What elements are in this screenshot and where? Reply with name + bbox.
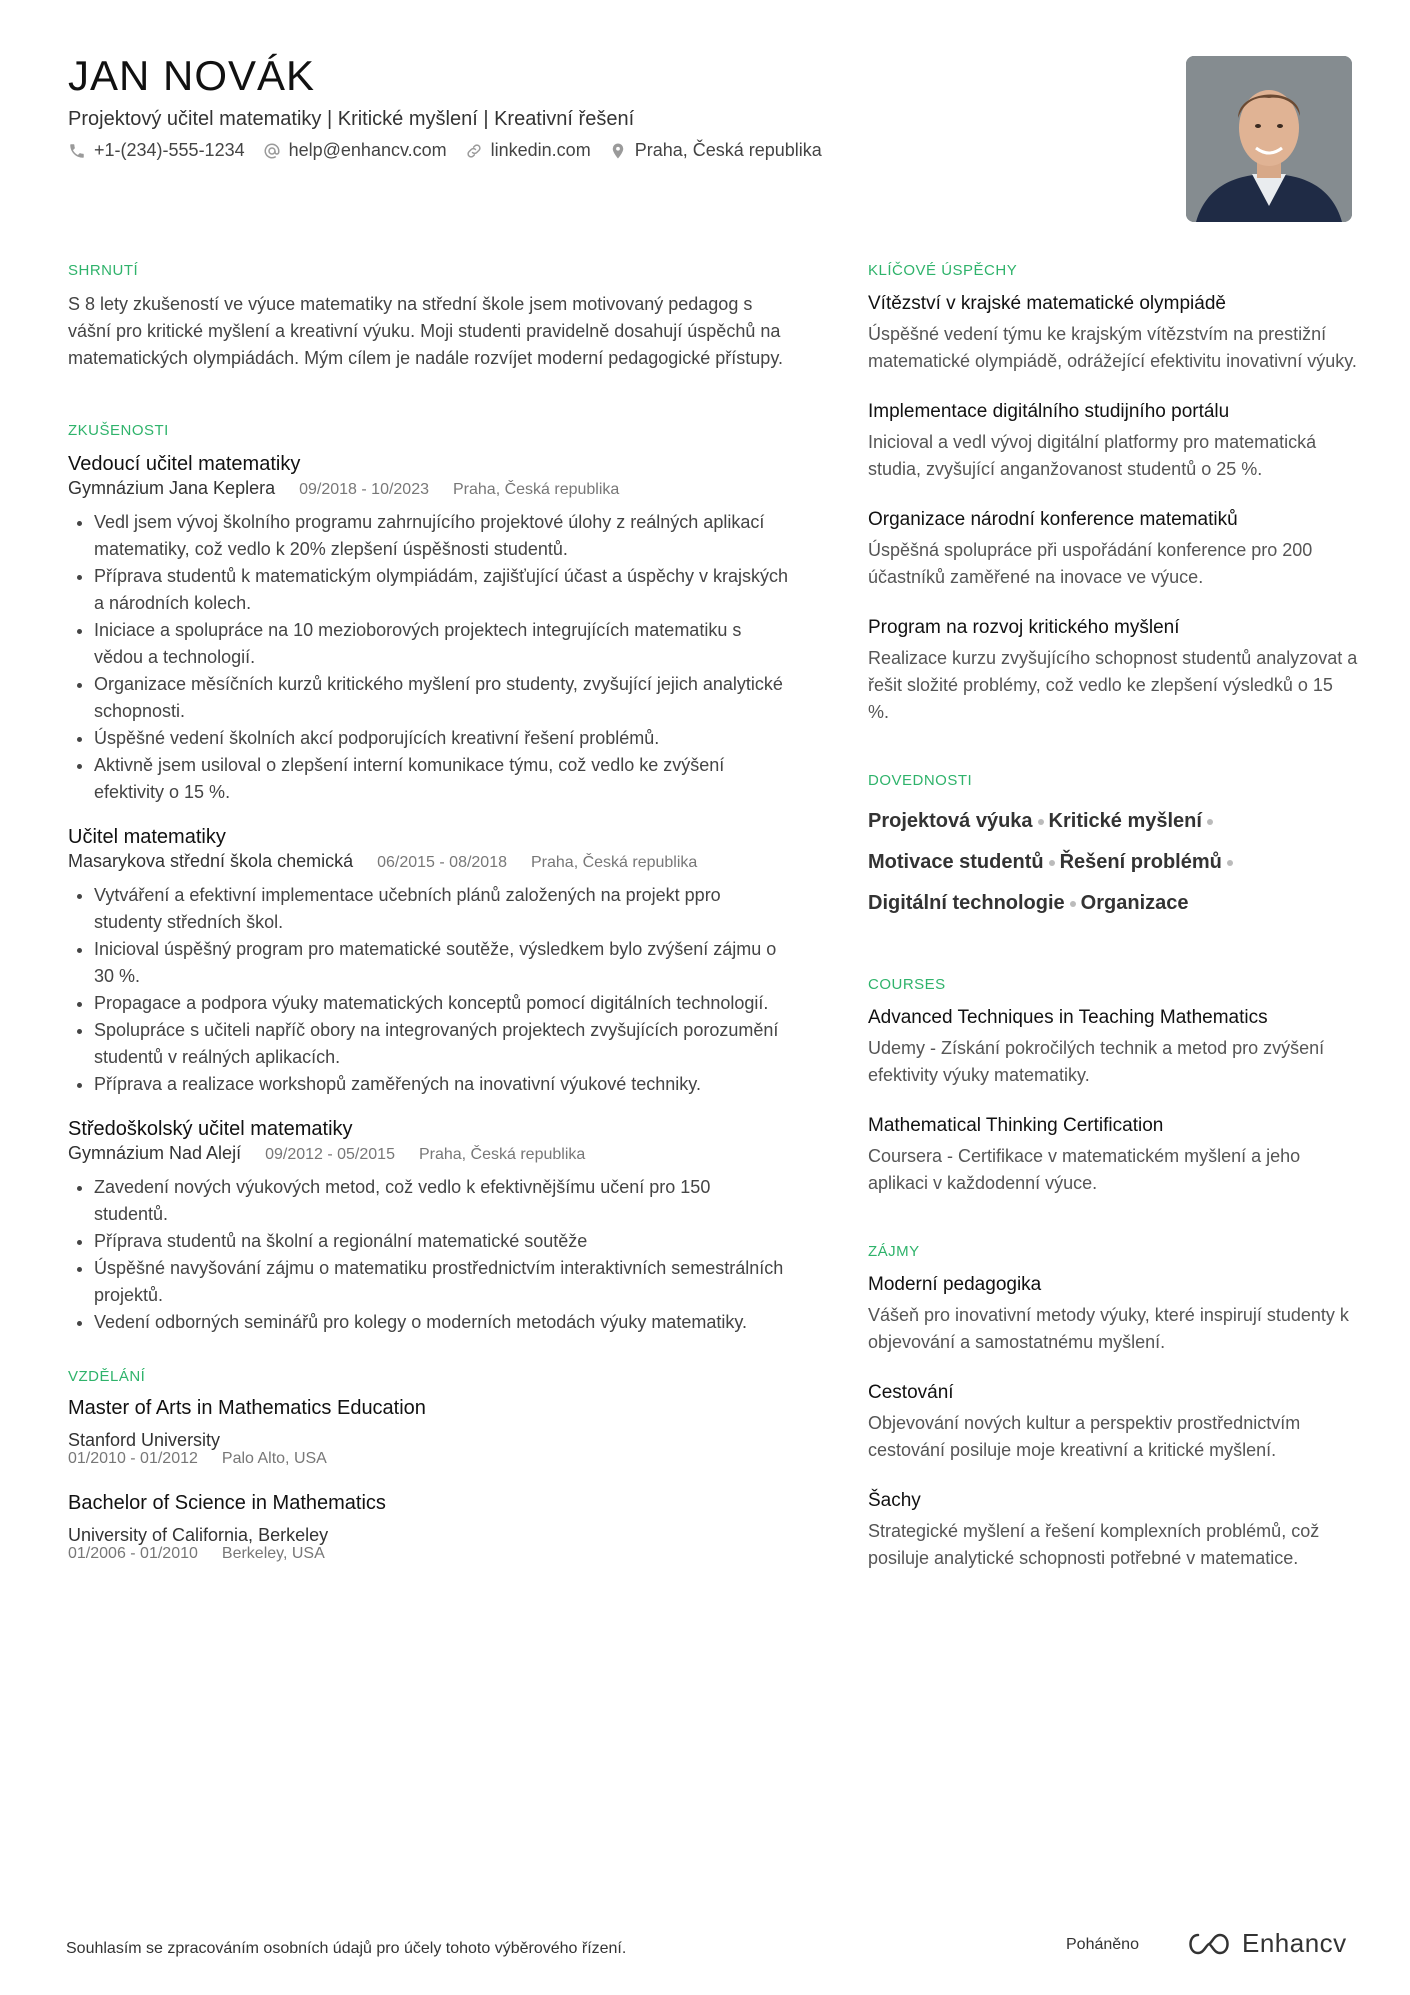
education-degree: Master of Arts in Mathematics Education (68, 1397, 426, 1419)
skills-row (868, 883, 1358, 924)
job-entry (68, 451, 788, 806)
job-company: Masarykova střední škola chemická (68, 851, 354, 871)
skill-tag: Kritické myšlení (1048, 810, 1202, 832)
dot-separator (1207, 819, 1213, 825)
skills-row (868, 801, 1358, 842)
achievement-title: Vítězství v krajské matematické olympiádě (868, 293, 1226, 314)
bullet-item: • Příprava studentů k matematickým olympiádám, zajišťující účast a úspěchy v krajských a národních kolech. (94, 563, 788, 617)
interest-title: Šachy (868, 1490, 921, 1511)
bullet-item: • Zavedení nových výukových metod, což vedlo k efektivnějšímu učení pro 150 studentů. (94, 1174, 788, 1228)
achievement (868, 399, 1358, 483)
contact-phone[interactable] (68, 140, 245, 161)
contact-linkedin[interactable] (465, 140, 591, 161)
dot-separator (1227, 860, 1233, 866)
enhancv-brand[interactable] (1186, 1928, 1347, 1959)
job-company: Gymnázium Jana Keplera (68, 478, 276, 498)
location-text: Praha, Česká republika (634, 140, 822, 160)
education-entry (68, 1492, 788, 1563)
interest-title: Moderní pedagogika (868, 1274, 1042, 1295)
achievement-title: Program na rozvoj kritického myšlení (868, 617, 1180, 638)
linkedin-text: linkedin.com (490, 140, 591, 160)
achievement-description: Úspěšné vedení týmu ke krajským vítězstvím na prestižní matematické olympiádě, odrážející efektivitu inovativní výuky. (868, 324, 1357, 371)
skill-tag: Řešení problémů (1059, 851, 1222, 873)
education-location: Palo Alto, USA (221, 1450, 327, 1467)
bullet-item: • Propagace a podpora výuky matematických konceptů pomocí digitálních technologií. (94, 990, 788, 1017)
job-dates: 09/2018 - 10/2023 (299, 481, 429, 498)
course (868, 1005, 1358, 1089)
bullet-item: • Úspěšné vedení školních akcí podporujících kreativní řešení problémů. (94, 725, 788, 752)
consent-text: Souhlasím se zpracováním osobních údajů pro účely tohoto výběrového řízení. (66, 1940, 627, 1957)
achievement (868, 291, 1358, 375)
portrait-image (1186, 56, 1352, 222)
achievements-heading: KLÍČOVÉ ÚSPĚCHY (868, 262, 1018, 279)
at-icon (263, 142, 281, 160)
job-dates: 06/2015 - 08/2018 (377, 854, 507, 871)
candidate-tagline: Projektový učitel matematiky | Kritické myšlení | Kreativní řešení (68, 108, 635, 130)
link-icon (465, 142, 483, 160)
course-title: Advanced Techniques in Teaching Mathematics (868, 1007, 1268, 1028)
achievement (868, 615, 1358, 726)
skills-heading: DOVEDNOSTI (868, 772, 973, 789)
education-location: Berkeley, USA (221, 1545, 325, 1562)
job-meta (68, 851, 788, 872)
achievement-title: Implementace digitálního studijního portálu (868, 401, 1230, 422)
achievement-description: Úspěšná spolupráce při uspořádání konference pro 200 účastníků zaměřené na inovace ve výuce. (868, 540, 1313, 587)
education-list (68, 1397, 788, 1563)
summary-text: S 8 lety zkušeností ve výuce matematiky na střední škole jsem motivovaný pedagog s vášní pro kritické myšlení a kreativní výuku. Moji studenti pravidelně dosahují úspěchů na matematických olympiádách. Mým cílem je nadále rozvíjet moderní pedagogické přístupy. (68, 294, 783, 368)
achievements-list (868, 291, 1358, 726)
interests-heading: ZÁJMY (868, 1243, 920, 1260)
job-title: Vedoucí učitel matematiky (68, 453, 301, 475)
skills-list (868, 801, 1358, 924)
achievement-title: Organizace národní konference matematiků (868, 509, 1238, 530)
job-meta (68, 1143, 788, 1164)
job-dates: 09/2012 - 05/2015 (265, 1146, 395, 1163)
skills-row (868, 842, 1358, 883)
interest-title: Cestování (868, 1382, 954, 1403)
education-school: University of California, Berkeley (68, 1525, 329, 1545)
job-bullets (68, 882, 788, 1098)
job-title: Učitel matematiky (68, 826, 226, 848)
summary-heading: SHRNUTÍ (68, 262, 139, 279)
interest-description: Objevování nových kultur a perspektiv prostřednictvím cestování posiluje moje kreativní a kritické myšlení. (868, 1413, 1301, 1460)
job-entry (68, 1116, 788, 1336)
bullet-item: • Vedl jsem vývoj školního programu zahrnujícího projektové úlohy z reálných aplikací matematiky, což vedlo k 20% zlepšení úspěšnosti studentů. (94, 509, 788, 563)
skill-tag: Motivace studentů (868, 851, 1044, 873)
experience-list (68, 451, 788, 1336)
dot-separator (1049, 860, 1055, 866)
left-column (68, 262, 788, 1587)
course-title: Mathematical Thinking Certification (868, 1115, 1164, 1136)
interest (868, 1380, 1358, 1464)
courses-list (868, 1005, 1358, 1197)
dot-separator (1070, 901, 1076, 907)
profile-photo (1186, 56, 1352, 222)
job-location: Praha, Česká republika (418, 1146, 586, 1163)
phone-text: +1-(234)-555-1234 (94, 140, 245, 160)
contact-location (609, 140, 822, 161)
job-title: Středoškolský učitel matematiky (68, 1118, 353, 1140)
contact-email[interactable] (263, 140, 447, 161)
bullet-item: • Iniciace a spolupráce na 10 mezioborových projektech integrujících matematiku s vědou a technologií. (94, 617, 788, 671)
education-dates: 01/2006 - 01/2010 (68, 1545, 198, 1562)
phone-icon (68, 142, 86, 160)
education-heading: VZDĚLÁNÍ (68, 1368, 146, 1385)
job-location: Praha, Česká republika (531, 854, 698, 871)
brand-name: Enhancv (1242, 1928, 1347, 1958)
education-meta (68, 1450, 788, 1468)
interest (868, 1488, 1358, 1572)
experience-heading: ZKUŠENOSTI (68, 422, 169, 439)
job-meta (68, 478, 788, 499)
education-dates: 01/2010 - 01/2012 (68, 1450, 198, 1467)
achievement-description: Inicioval a vedl vývoj digitální platformy pro matematická studia, zvyšující anganžovanost studentů o 25 %. (868, 432, 1317, 479)
email-text: help@enhancv.com (288, 140, 447, 160)
interests-list (868, 1272, 1358, 1572)
education-school: Stanford University (68, 1430, 221, 1450)
candidate-name: JAN NOVÁK (68, 52, 316, 99)
bullet-item: • Spolupráce s učiteli napříč obory na integrovaných projektech zvyšujících porozumění studentů v reálných aplikacích. (94, 1017, 788, 1071)
bullet-item: • Aktivně jsem usiloval o zlepšení interní komunikace týmu, což vedlo ke zvýšení efektivity o 15 %. (94, 752, 788, 806)
right-column (868, 262, 1358, 1596)
bullet-item: • Příprava studentů na školní a regionální matematické soutěže (94, 1228, 788, 1255)
interest-description: Strategické myšlení a řešení komplexních problémů, což posiluje analytické schopnosti potřebné v matematice. (868, 1521, 1320, 1568)
job-location: Praha, Česká republika (453, 481, 620, 498)
course-description: Coursera - Certifikace v matematickém myšlení a jeho aplikaci v každodenní výuce. (868, 1146, 1301, 1193)
enhancv-logo-icon (1186, 1931, 1232, 1957)
education-entry (68, 1397, 788, 1468)
dot-separator (1038, 819, 1044, 825)
education-meta (68, 1545, 788, 1563)
interest-description: Vášeň pro inovativní metody výuky, které inspirují studenty k objevování a samostatnému myšlení. (868, 1305, 1349, 1352)
job-bullets (68, 1174, 788, 1336)
bullet-item: • Příprava a realizace workshopů zaměřených na inovativní výukové techniky. (94, 1071, 788, 1098)
skill-tag: Digitální technologie (868, 892, 1065, 914)
job-company: Gymnázium Nad Alejí (68, 1143, 242, 1163)
course (868, 1113, 1358, 1197)
bullet-item: • Úspěšné navyšování zájmu o matematiku prostřednictvím interaktivních semestrálních projektů. (94, 1255, 788, 1309)
powered-by-label: Poháněno (1066, 1936, 1139, 1953)
job-entry (68, 824, 788, 1098)
course-description: Udemy - Získání pokročilých technik a metod pro zvýšení efektivity výuky matematiky. (868, 1038, 1325, 1085)
contact-row (68, 140, 822, 161)
education-degree: Bachelor of Science in Mathematics (68, 1492, 386, 1514)
bullet-item: • Inicioval úspěšný program pro matematické soutěže, výsledkem bylo zvýšení zájmu o 30 %. (94, 936, 788, 990)
bullet-item: • Vytváření a efektivní implementace učebních plánů založených na projekt ppro studenty středních škol. (94, 882, 788, 936)
skill-tag: Organizace (1080, 892, 1189, 914)
interest (868, 1272, 1358, 1356)
achievement-description: Realizace kurzu zvyšujícího schopnost studentů analyzovat a řešit složité problémy, což vedlo ke zlepšení výsledků o 15 %. (868, 648, 1358, 722)
pin-icon (609, 142, 627, 160)
job-bullets (68, 509, 788, 806)
bullet-item: • Organizace měsíčních kurzů kritického myšlení pro studenty, zvyšující jejich analytické schopnosti. (94, 671, 788, 725)
achievement (868, 507, 1358, 591)
skill-tag: Projektová výuka (868, 810, 1033, 832)
bullet-item: • Vedení odborných seminářů pro kolegy o moderních metodách výuky matematiky. (94, 1309, 788, 1336)
courses-heading: COURSES (868, 976, 946, 993)
